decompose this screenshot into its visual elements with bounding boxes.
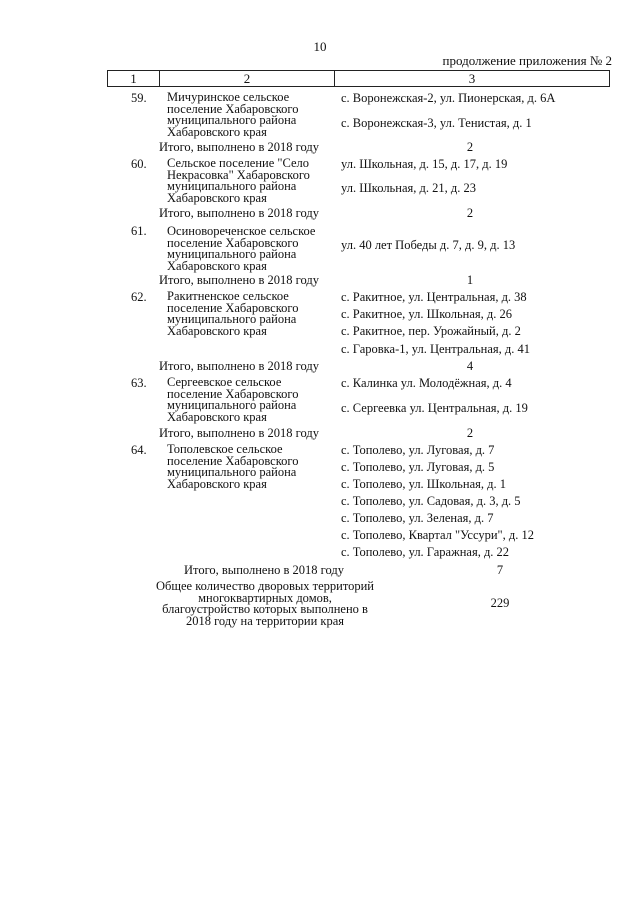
address: с. Тополево, ул. Луговая, д. 7 xyxy=(341,443,495,457)
address: ул. 40 лет Победы д. 7, д. 9, д. 13 xyxy=(341,238,516,252)
row-number: 61. xyxy=(131,224,147,238)
summary-label: Итого, выполнено в 2018 году xyxy=(159,206,319,220)
address: ул. Школьная, д. 15, д. 17, д. 19 xyxy=(341,157,508,171)
municipality-name: Тополевское сельское поселение Хабаровского муниципального района Хабаровского края xyxy=(167,442,299,491)
municipality-name: Осиновореченское сельское поселение Хабаровского муниципального района Хабаровского края xyxy=(167,224,316,273)
municipality-name: Сергеевское сельское поселение Хабаровского муниципального района Хабаровского края xyxy=(167,375,299,424)
summary-value: 4 xyxy=(466,359,474,373)
address: с. Воронежская-3, ул. Тенистая, д. 1 xyxy=(341,116,532,130)
address: с. Сергеевка ул. Центральная, д. 19 xyxy=(341,401,528,415)
address: с. Ракитное, пер. Урожайный, д. 2 xyxy=(341,324,521,338)
address: с. Тополево, ул. Школьная, д. 1 xyxy=(341,477,506,491)
summary-label: Итого, выполнено в 2018 году xyxy=(159,426,319,440)
grand-total-label: Общее количество дворовых территорий многоквартирных домов, благоустройство которых выполнено в 2018 году на территории края xyxy=(155,579,374,628)
address: с. Тополево, ул. Зеленая, д. 7 xyxy=(341,511,494,525)
row-number: 59. xyxy=(131,91,147,105)
address: с. Тополево, Квартал "Уссури", д. 12 xyxy=(341,528,534,542)
address: с. Тополево, ул. Садовая, д. 3, д. 5 xyxy=(341,494,521,508)
summary-value: 7 xyxy=(496,563,504,577)
summary-label: Итого, выполнено в 2018 году xyxy=(159,140,319,154)
row-number: 63. xyxy=(131,376,147,390)
municipality-name: Мичуринское сельское поселение Хабаровского муниципального района Хабаровского края xyxy=(167,90,299,139)
address: с. Тополево, ул. Луговая, д. 5 xyxy=(341,460,495,474)
header-border-right xyxy=(609,70,610,87)
address: ул. Школьная, д. 21, д. 23 xyxy=(341,181,476,195)
summary-value: 2 xyxy=(466,426,474,440)
row-number: 60. xyxy=(131,157,147,171)
row-number: 64. xyxy=(131,443,147,457)
header-col-3: 3 xyxy=(468,71,476,86)
row-number: 62. xyxy=(131,290,147,304)
header-col-2: 2 xyxy=(243,71,251,86)
address: с. Калинка ул. Молодёжная, д. 4 xyxy=(341,376,512,390)
municipality-name: Ракитненское сельское поселение Хабаровского муниципального района Хабаровского края xyxy=(167,289,299,338)
summary-value: 2 xyxy=(466,140,474,154)
summary-value: 2 xyxy=(466,206,474,220)
grand-total-value: 229 xyxy=(490,596,510,610)
summary-label: Итого, выполнено в 2018 году xyxy=(159,273,319,287)
continuation-note: продолжение приложения № 2 xyxy=(442,53,612,68)
summary-value: 1 xyxy=(466,273,474,287)
municipality-name: Сельское поселение "Село Некрасовка" Хабаровского муниципального района Хабаровского края xyxy=(167,156,310,205)
summary-label: Итого, выполнено в 2018 году xyxy=(184,563,344,577)
page-number: 10 xyxy=(313,39,327,54)
header-col-1: 1 xyxy=(130,71,137,86)
address: с. Ракитное, ул. Школьная, д. 26 xyxy=(341,307,513,321)
address: с. Тополево, ул. Гаражная, д. 22 xyxy=(341,545,510,559)
address: с. Ракитное, ул. Центральная, д. 38 xyxy=(341,290,527,304)
summary-label: Итого, выполнено в 2018 году xyxy=(159,359,319,373)
address: с. Гаровка-1, ул. Центральная, д. 41 xyxy=(341,342,531,356)
address: с. Воронежская-2, ул. Пионерская, д. 6А xyxy=(341,91,556,105)
